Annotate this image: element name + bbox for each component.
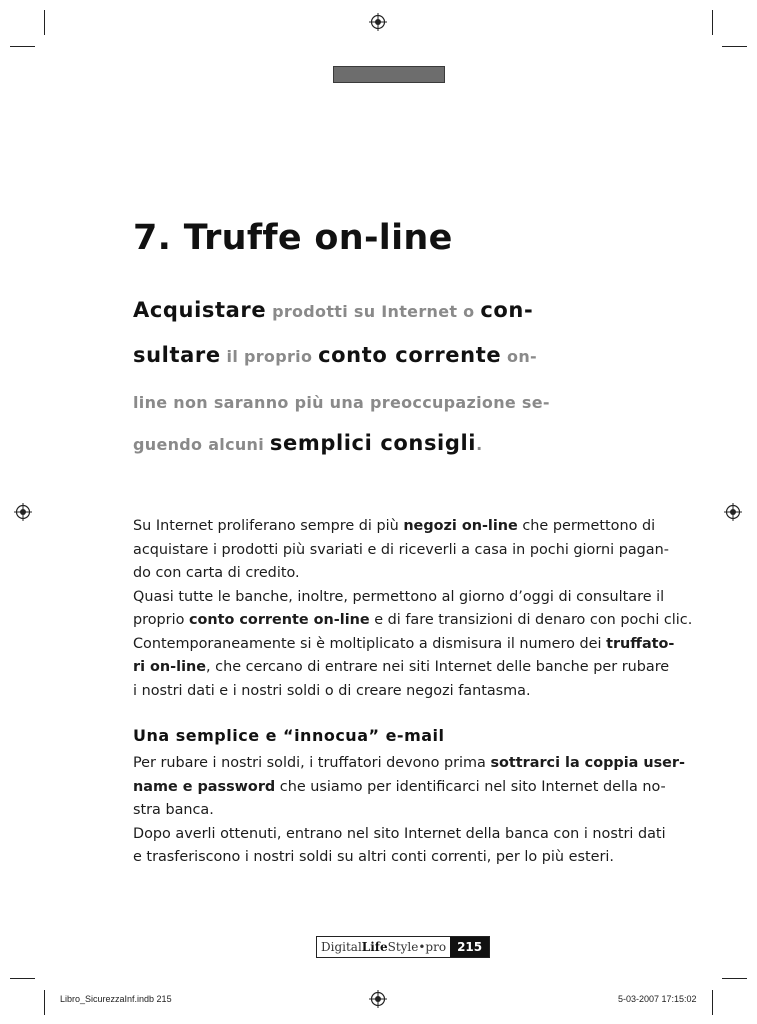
crop-mark [712,10,713,35]
crop-mark [712,990,713,1015]
intro-segment: prodotti su Internet o [266,302,481,321]
emphasis-text: truffato- [606,635,675,652]
crop-mark [722,978,747,979]
text-line [133,776,666,800]
intro-segment: guendo alcuni [133,435,270,454]
registration-mark-icon [369,13,387,31]
text-run: che usiamo per identificarci nel sito Internet della no- [275,778,666,795]
section-heading: Una semplice e “innocua” e-mail [133,726,445,745]
intro-segment: on- [501,347,537,366]
text-run: , che cercano di entrare nei siti Internet delle banche per rubare [206,659,670,675]
page-number: 215 [450,937,489,957]
text-run: stra banca. [133,802,214,818]
text-line [133,799,645,823]
intro-segment: . [476,435,483,454]
slug-filename: Libro_SicurezzaInf.indb 215 [60,994,172,1004]
intro-line [133,393,645,412]
text-line [133,846,645,870]
body-paragraph [133,515,693,703]
intro-line [133,431,645,455]
text-run: e di fare transizioni di denaro con pochi clic. [369,612,693,628]
brand-logo: DigitalLifeStyle•pro [317,937,450,957]
intro-line [133,343,645,367]
emphasis-text: name e password [133,778,276,795]
text-line [133,539,669,563]
body-paragraph [133,752,685,870]
crop-mark [10,46,35,47]
intro-segment: line non saranno più una preoccupazione se- [133,393,550,412]
intro-segment: il proprio [220,347,319,366]
crop-mark [722,46,747,47]
text-run: che permettono di [517,518,656,534]
text-line [133,823,666,847]
emphasis-text: ri on-line [133,659,207,675]
crop-mark [10,978,35,979]
crop-mark [44,10,45,35]
registration-mark-icon [724,503,742,521]
text-line [133,562,645,586]
intro-line [133,298,645,322]
text-run: acquistare i prodotti più svariati e di riceverli a casa in pochi giorni pagan- [133,541,669,558]
emphasis-text: negozi on-line [403,518,518,534]
text-run: Quasi tutte le banche, inoltre, permettono al giorno d’oggi di consultare il [133,588,665,605]
intro-segment: Acquistare [133,298,267,322]
chapter-tab-bar [333,66,445,83]
text-run: do con carta di credito. [133,565,300,581]
chapter-title: 7. Truffe on-line [133,218,453,258]
slug-datetime: 5-03-2007 17:15:02 [618,994,697,1004]
text-line [133,515,656,539]
emphasis-text: conto corrente on-line [188,612,370,628]
text-run: e trasferiscono i nostri soldi su altri conti correnti, per lo più esteri. [133,849,614,865]
emphasis-text: sottrarci la coppia user- [490,755,685,771]
crop-mark [44,990,45,1015]
text-run: proprio [133,612,189,628]
text-run: Contemporaneamente si è moltiplicato a dismisura il numero dei [133,635,607,652]
intro-segment: semplici consigli [269,431,477,455]
intro-segment: con- [480,298,534,322]
registration-mark-icon [14,503,32,521]
text-run: Per rubare i nostri soldi, i truffatori devono prima [133,755,491,771]
text-run: i nostri dati e i nostri soldi o di creare negozi fantasma. [133,682,531,699]
text-line [133,633,675,657]
registration-mark-icon [369,990,387,1008]
text-line [133,656,670,680]
text-line [133,680,645,704]
text-line [133,609,693,633]
text-run: Su Internet proliferano sempre di più [133,518,404,534]
text-line [133,752,685,776]
footer-brand-box [316,936,490,958]
intro-segment: conto corrente [318,343,502,367]
text-line [133,586,665,610]
intro-segment: sultare [133,343,221,367]
text-run: Dopo averli ottenuti, entrano nel sito Internet della banca con i nostri dati [133,825,666,842]
